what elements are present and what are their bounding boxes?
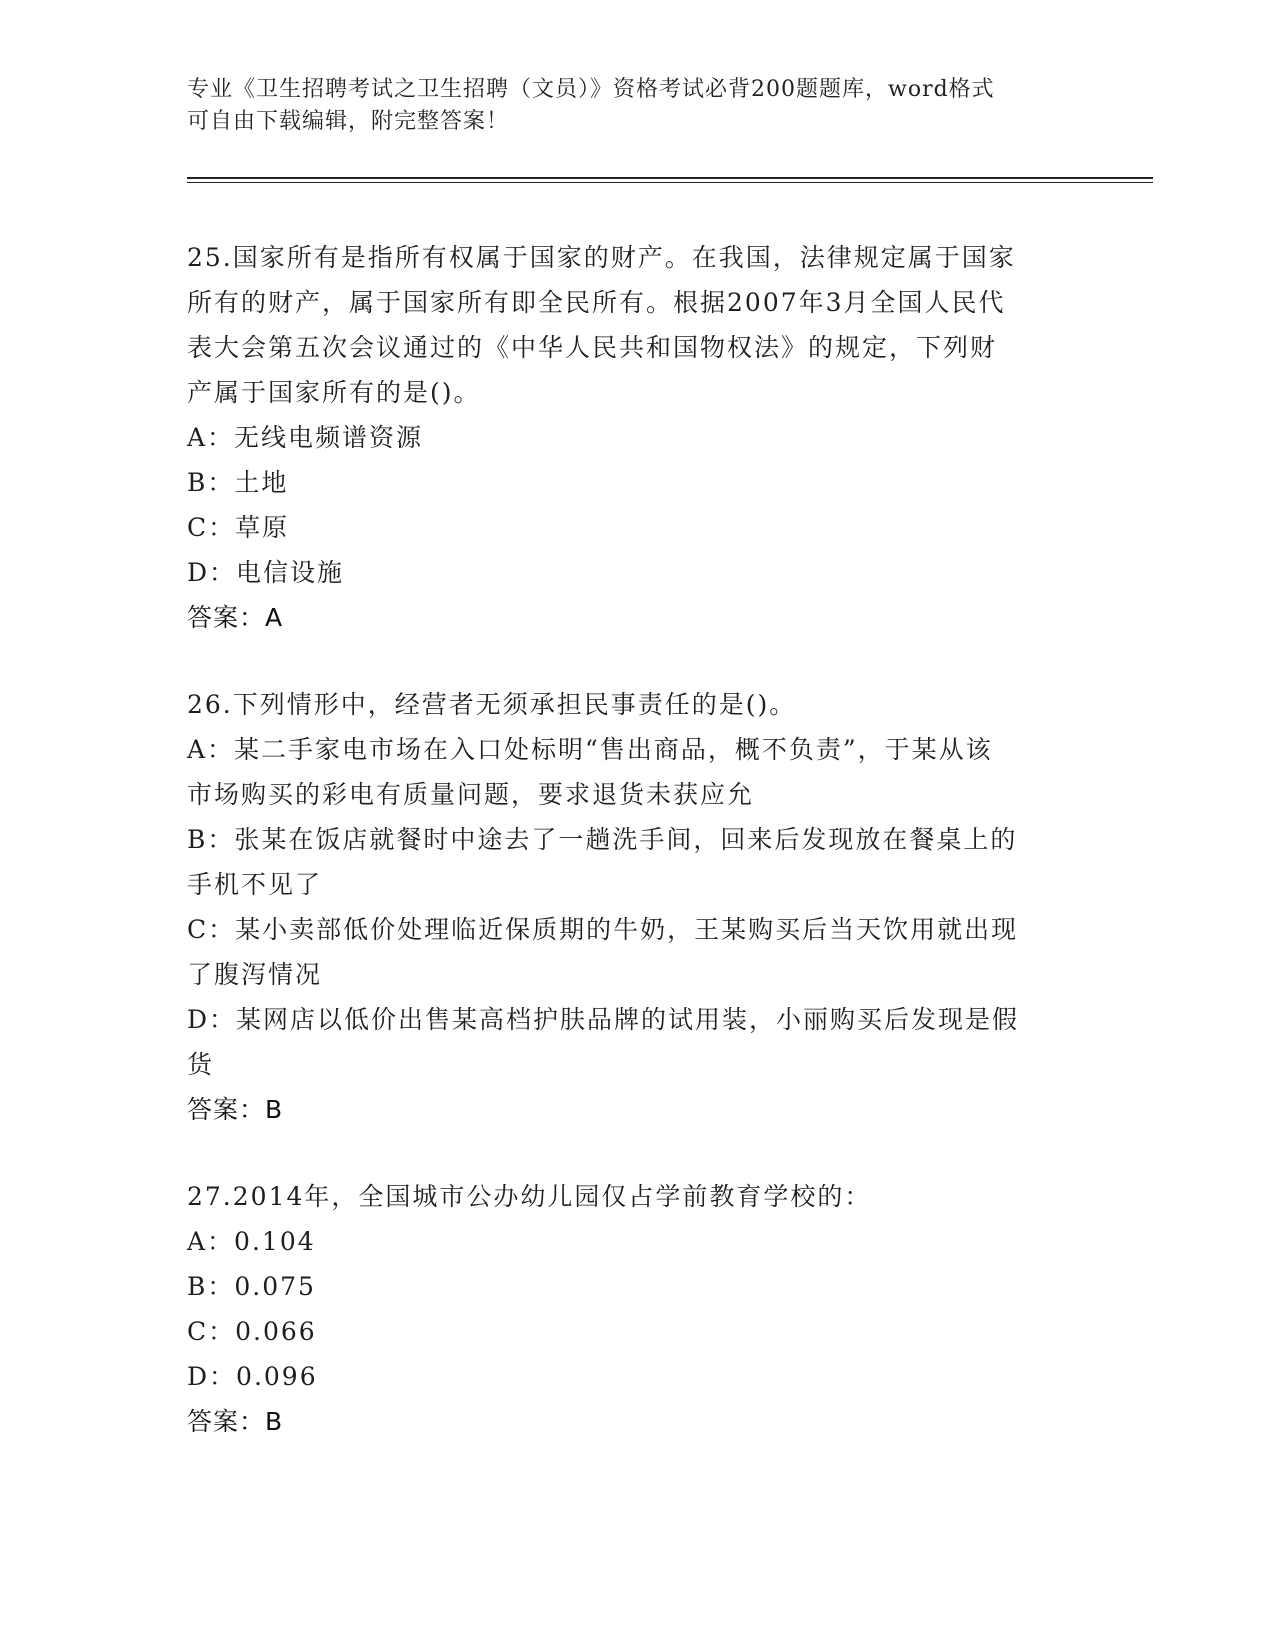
question-text-line: 26.下列情形中，经营者无须承担民事责任的是()。 <box>187 690 797 719</box>
option-b-continued: 手机不见了 <box>187 870 323 899</box>
option-a: A：某二手家电市场在入口处标明“售出商品，概不负责”，于某从该 <box>187 735 993 764</box>
option-c: C：0.066 <box>187 1317 317 1346</box>
question-text-line: 产属于国家所有的是()。 <box>187 378 481 407</box>
answer-label: 答案：B <box>187 1095 284 1124</box>
option-b: B：土地 <box>187 468 289 497</box>
option-c-continued: 了腹泻情况 <box>187 960 323 989</box>
question-text-line: 27.2014年，全国城市公办幼儿园仅占学前教育学校的： <box>187 1182 872 1211</box>
option-a: A：无线电频谱资源 <box>187 423 424 452</box>
header-title-line-2: 可自由下载编辑，附完整答案！ <box>187 109 510 134</box>
option-d: D：某网店以低价出售某高档护肤品牌的试用装，小丽购买后发现是假 <box>187 1005 1020 1034</box>
option-a: A：0.104 <box>187 1227 316 1256</box>
header-title-line-1: 专业《卫生招聘考试之卫生招聘（文员）》资格考试必背200题题库，word格式 <box>187 77 995 102</box>
option-d: D：0.096 <box>187 1362 318 1391</box>
option-c: C：草原 <box>187 513 290 542</box>
document-header <box>187 74 1087 138</box>
option-d-continued: 货 <box>187 1050 215 1079</box>
question-list <box>187 235 1067 1486</box>
question-text-line: 表大会第五次会议通过的《中华人民共和国物权法》的规定，下列财 <box>187 333 998 362</box>
header-divider-thin <box>187 182 1153 183</box>
option-a-continued: 市场购买的彩电有质量问题，要求退货未获应允 <box>187 780 755 809</box>
header-divider-thick <box>187 177 1153 179</box>
question-27 <box>187 1174 1067 1444</box>
option-d: D：电信设施 <box>187 558 345 587</box>
answer-label: 答案：B <box>187 1407 284 1436</box>
question-text-line: 所有的财产，属于国家所有即全民所有。根据2007年3月全国人民代 <box>187 288 1006 317</box>
option-b: B：0.075 <box>187 1272 316 1301</box>
question-25 <box>187 235 1067 640</box>
answer-label: 答案：A <box>187 603 284 632</box>
question-26 <box>187 682 1067 1132</box>
option-b: B：张某在饭店就餐时中途去了一趟洗手间，回来后发现放在餐桌上的 <box>187 825 1018 854</box>
option-c: C：某小卖部低价处理临近保质期的牛奶，王某购买后当天饮用就出现 <box>187 915 1019 944</box>
question-text-line: 25.国家所有是指所有权属于国家的财产。在我国，法律规定属于国家 <box>187 243 1016 272</box>
